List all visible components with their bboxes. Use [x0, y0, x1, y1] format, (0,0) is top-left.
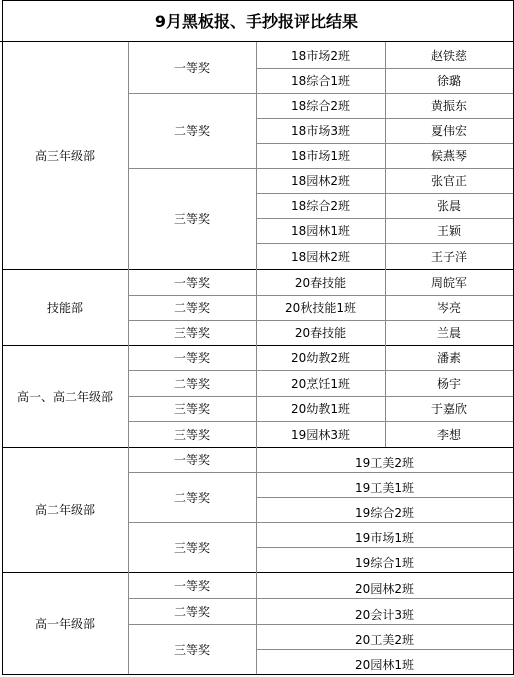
department-label: 高三年级部	[34, 149, 95, 163]
class-name: 18市场2班	[291, 48, 350, 63]
row-divider	[2, 674, 514, 675]
column-divider	[2, 0, 3, 675]
award-level: 三等奖	[173, 212, 210, 226]
column-divider	[128, 572, 129, 674]
award-level: 三等奖	[173, 326, 210, 340]
column-divider	[256, 269, 257, 345]
class-name: 20幼教2班	[291, 351, 350, 365]
student-name: 岑亮	[436, 301, 461, 315]
class-name: 18园林2班	[291, 174, 350, 188]
department-label: 高二年级部	[34, 503, 95, 517]
student-name: 杨宇	[436, 376, 461, 391]
award-level: 三等奖	[173, 427, 210, 442]
class-name: 19工美2班	[355, 456, 414, 470]
award-level: 二等奖	[173, 490, 210, 505]
student-name: 黄振东	[430, 99, 467, 113]
student-name: 张晨	[436, 199, 461, 213]
student-name: 潘素	[436, 351, 461, 365]
column-divider	[385, 269, 386, 345]
column-divider	[256, 42, 257, 269]
student-name: 夏伟宏	[430, 124, 467, 138]
class-name: 19综合2班	[355, 506, 414, 520]
column-divider	[128, 447, 129, 572]
award-level: 一等奖	[173, 275, 210, 290]
student-name: 徐璐	[436, 74, 461, 88]
column-divider	[128, 345, 129, 447]
award-level: 三等奖	[173, 642, 210, 657]
student-name: 周皖军	[430, 275, 467, 290]
award-level: 一等奖	[173, 453, 210, 467]
class-name: 19工美1班	[355, 481, 414, 495]
award-level: 三等奖	[173, 402, 210, 416]
column-divider	[385, 345, 386, 447]
column-divider	[128, 269, 129, 345]
sheet-title: 9月黑板报、手抄报评比结果	[0, 0, 513, 42]
class-name: 20春技能	[294, 326, 347, 340]
award-level: 一等奖	[173, 578, 210, 593]
column-divider	[256, 345, 257, 447]
class-name: 20烹饪1班	[291, 376, 350, 391]
class-name: 20工美2班	[355, 633, 414, 647]
award-level: 一等奖	[173, 351, 210, 365]
award-level: 三等奖	[173, 540, 210, 555]
class-name: 18综合2班	[291, 99, 350, 113]
class-name: 19市场1班	[355, 531, 414, 545]
class-name: 18综合2班	[291, 199, 350, 213]
department-label: 高一年级部	[34, 616, 95, 631]
award-level: 二等奖	[173, 376, 210, 391]
student-name: 于嘉欣	[430, 402, 467, 416]
class-name: 19园林3班	[291, 427, 350, 442]
award-level: 二等奖	[173, 604, 210, 619]
row-divider	[2, 0, 514, 1]
award-level: 二等奖	[173, 124, 210, 138]
student-name: 候燕琴	[430, 149, 467, 163]
column-divider	[256, 447, 257, 572]
class-name: 20会计3班	[355, 607, 414, 622]
class-name: 20园林2班	[355, 581, 414, 596]
column-divider	[385, 42, 386, 269]
student-name: 兰晨	[436, 326, 461, 340]
student-name: 李想	[436, 427, 461, 442]
student-name: 王子洋	[430, 249, 467, 264]
department-label: 高一、高二年级部	[16, 389, 113, 404]
class-name: 20幼教1班	[291, 402, 350, 416]
department-label: 技能部	[46, 300, 83, 315]
class-name: 18园林2班	[291, 249, 350, 264]
student-name: 王颖	[436, 224, 461, 238]
class-name: 18市场1班	[291, 149, 350, 163]
class-name: 19综合1班	[355, 556, 414, 570]
class-name: 20春技能	[294, 275, 347, 290]
award-level: 二等奖	[173, 301, 210, 315]
class-name: 20秋技能1班	[285, 301, 356, 315]
award-level: 一等奖	[173, 61, 210, 75]
column-divider	[128, 42, 129, 269]
student-name: 赵铁慈	[430, 48, 467, 63]
class-name: 18市场3班	[291, 124, 350, 138]
student-name: 张官正	[430, 174, 467, 188]
class-name: 18综合1班	[291, 74, 350, 88]
column-divider	[256, 572, 257, 674]
class-name: 18园林1班	[291, 224, 350, 238]
class-name: 20园林1班	[355, 658, 414, 672]
